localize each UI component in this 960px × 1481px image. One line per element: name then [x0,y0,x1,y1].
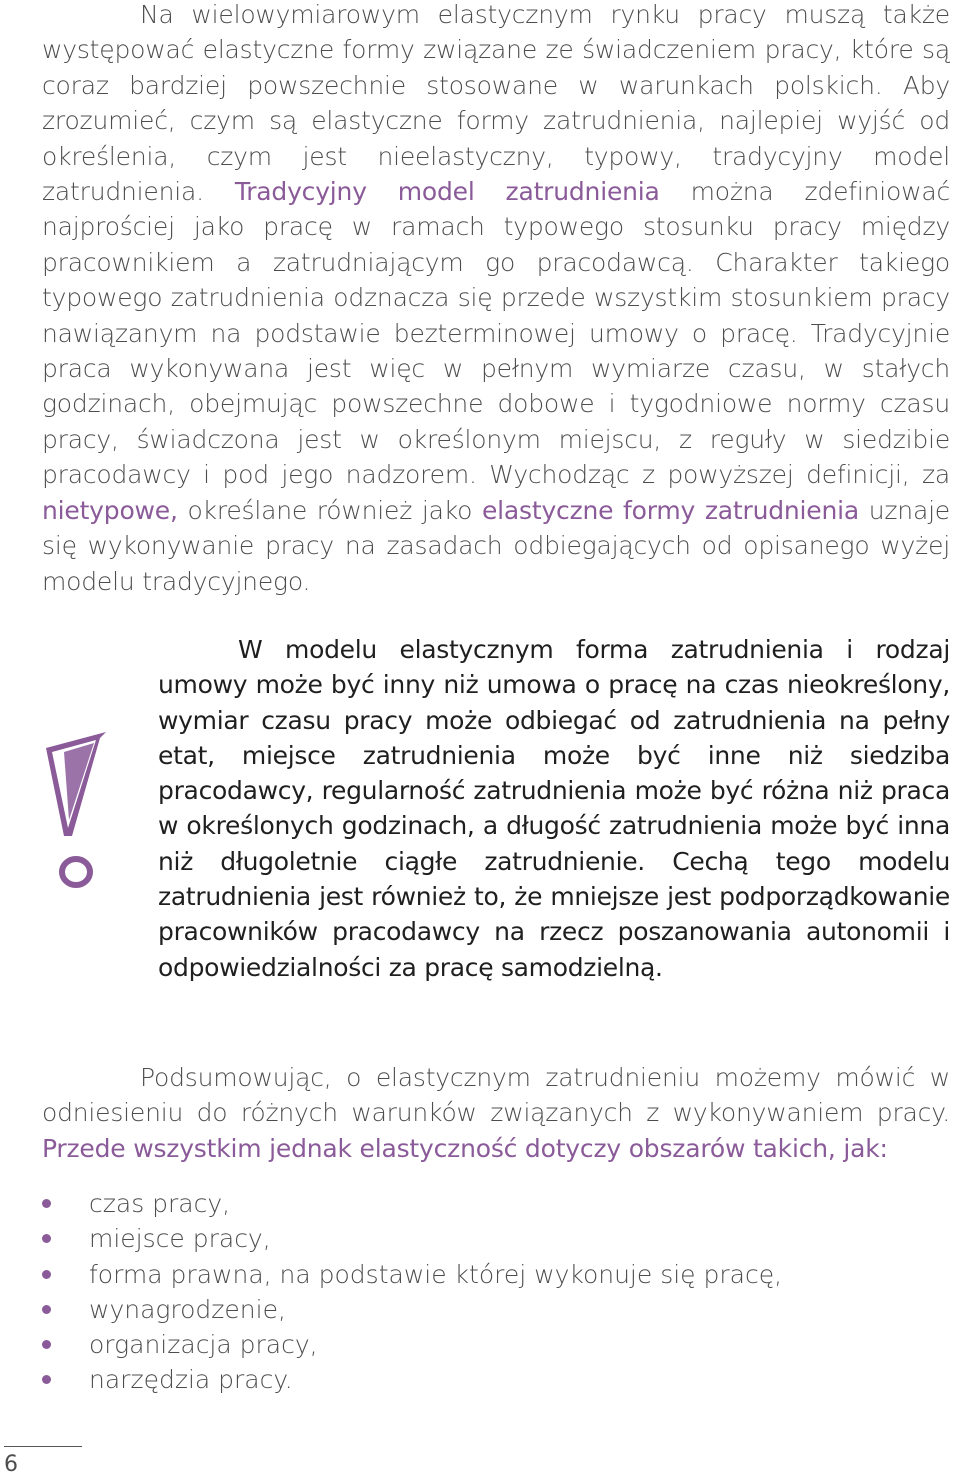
list-item-text: narzędzia pracy. [89,1365,293,1395]
list-item-text: organizacja pracy, [89,1330,318,1360]
callout-text [158,632,950,985]
summary-paragraph [42,1060,950,1166]
intro-text-3: określane również jako [177,495,482,525]
summary-text-1: Podsumowując, o elastycznym zatrudnieniu możemy mówić w odniesieniu do różnych warunków związanych z wykonywaniem pracy. [42,1063,950,1128]
bullet-icon [42,1340,51,1349]
list-item-text: forma prawna, na podstawie której wykonuje się pracę, [89,1259,783,1289]
footer-rule [4,1446,82,1447]
list-item [42,1186,782,1221]
bullet-icon [42,1234,51,1243]
list-item-text: wynagrodzenie, [89,1294,286,1324]
list-item [42,1362,782,1397]
bullet-icon [42,1199,51,1208]
bullet-icon [42,1305,51,1314]
bullet-icon [42,1270,51,1279]
list-item-text: miejsce pracy, [89,1224,271,1254]
bullet-icon [42,1375,51,1384]
list-item [42,1327,782,1362]
page-number: 6 [4,1452,18,1477]
intro-text-1: Na wielowymiarowym elastycznym rynku pracy muszą także występować elastyczne formy związane ze świadczeniem pracy, które są coraz bardziej powszechnie stosowane w warunkach polskich. Aby zrozumieć, czym są elastyczne formy zatrudnienia, najlepiej wyjść od określenia, czym jest nieelastyczny, typowy, tradycyjny model zatrudnienia. [42,0,950,207]
exclamation-mark-icon [42,732,112,892]
highlight-flexible-forms: elastyczne formy zatrudnienia [481,495,859,525]
intro-text-2: można zdefiniować najprościej jako pracę w ramach typowego stosunku pracy między pracownikiem a zatrudniającym go pracodawcą. Charakter takiego typowego zatrudnienia odznacza się przede wszystkim stosunkiem pracy nawiązanym na podstawie bezterminowej umowy o pracę. Tradycyjnie praca wykonywana jest więc w pełnym wymiarze czasu, w stałych godzinach, obejmując powszechne dobowe i tygodniowe normy czasu pracy, świadczona jest w określonym miejscu, z reguły w siedzibie pracodawcy i pod jego nadzorem. Wychodząc z powyższej definicji, za [42,177,950,490]
intro-paragraph [42,0,950,599]
intro-text-4: uznaje się wykonywanie pracy na zasadach odbiegających od opisanego wyżej modelu tradycyjnego. [42,495,950,596]
highlight-summary: Przede wszystkim jednak elastyczność dotyczy obszarów takich, jak: [42,1133,888,1163]
highlight-traditional-model: Tradycyjny model zatrudnienia [234,177,660,207]
callout-text-body: W modelu elastycznym forma zatrudnienia i rodzaj umowy może być inny niż umowa o pracę na czas nieokreślony, wymiar czasu pracy może odbiegać od zatrudnienia na pełny etat, miejsce zatrudnienia może być inne niż siedziba pracodawcy, regularność zatrudnienia może być różna niż praca w określonych godzinach, a długość zatrudnienia może być inna niż długoletnie ciągłe zatrudnienie. Cechą tego modelu zatrudnienia jest również to, że mniejsze jest podporządkowanie pracowników pracodawcy na rzecz poszanowania autonomii i odpowiedzialności za pracę samodzielną. [158,635,950,982]
highlight-atypical: nietypowe, [42,495,178,525]
list-item [42,1292,782,1327]
list-item [42,1221,782,1256]
flexibility-areas-list [42,1186,782,1398]
list-item [42,1257,782,1292]
callout-box [42,632,950,992]
list-item-text: czas pracy, [89,1189,231,1218]
